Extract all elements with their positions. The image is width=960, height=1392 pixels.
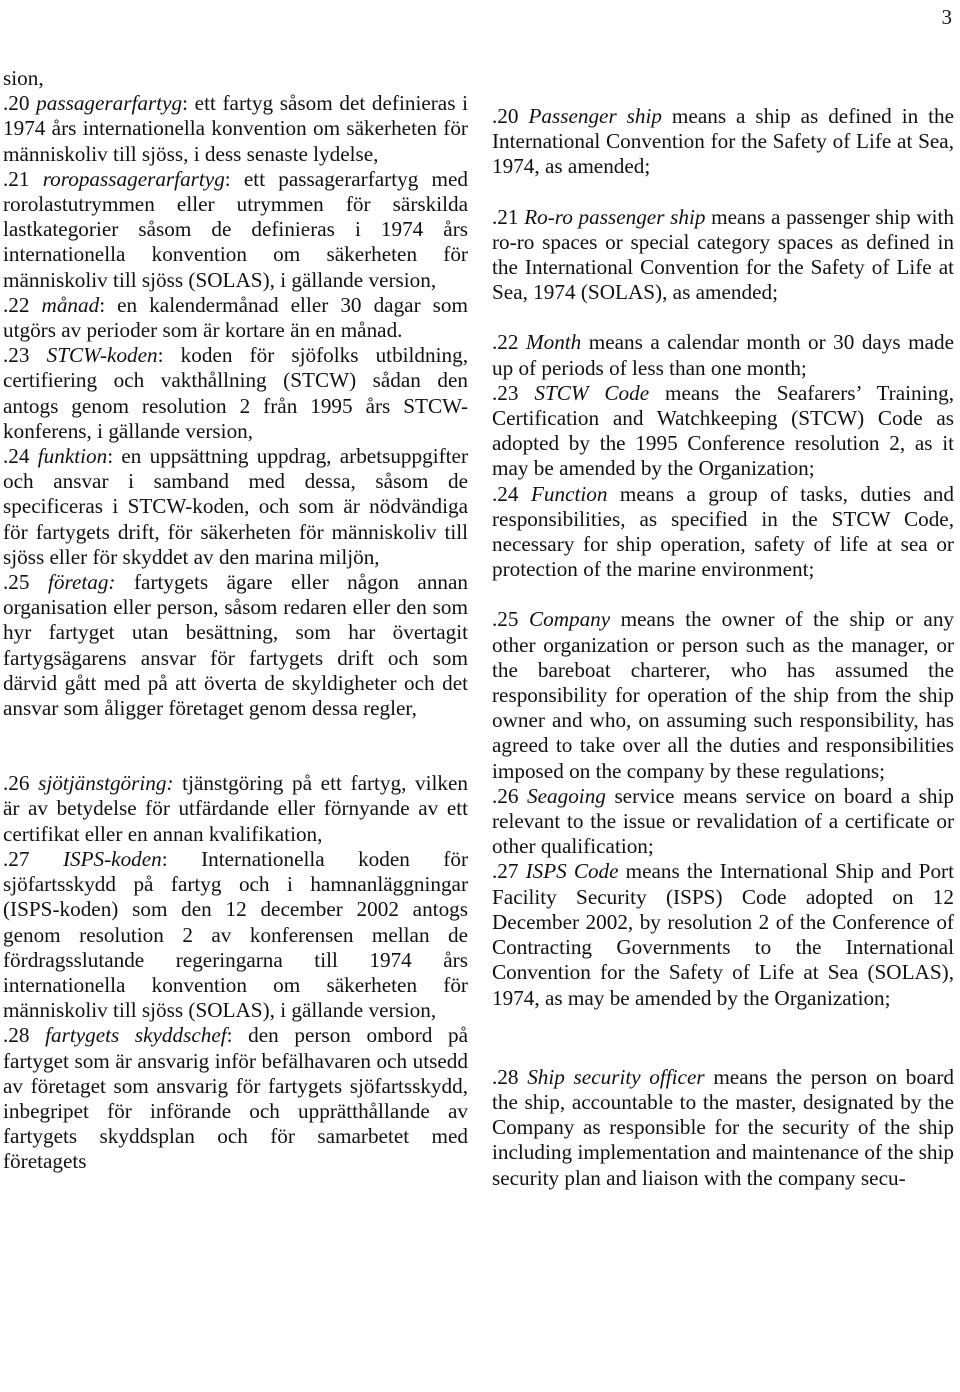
definition-number: .20: [492, 104, 519, 128]
en-definition-24: [492, 482, 954, 583]
definition-text: service means service on board a ship relevant to the issue or revalidation of a certificate or other qualification;: [492, 783, 954, 859]
sv-definition-27: [3, 847, 468, 1023]
definition-term: roropassagerarfartyg: [42, 166, 225, 191]
definition-number: .22: [3, 292, 30, 317]
definition-number: .24: [492, 481, 519, 506]
definition-term: STCW-koden: [46, 343, 158, 368]
definition-text: : Internationella koden för sjöfartsskydd på fartyg och i hamnanläggningar (ISPS-koden) som den 12 december 2002 antogs genom resolution 2 av konferensen mellan de fördragsslutande regeringarna till 1974 års internationella konvention om säkerheten för människoliv till sjöss (SOLAS), i gällande version,: [3, 846, 469, 1023]
en-definition-21: [492, 205, 954, 306]
en-definition-25: [492, 607, 954, 783]
paragraph-spacer: [492, 305, 954, 330]
definition-text: means a calendar month or 30 days made up of periods of less than one month;: [492, 330, 954, 380]
en-definition-26: [492, 784, 954, 860]
en-definition-20: [492, 104, 954, 180]
definition-number: .25: [3, 570, 30, 595]
definition-term: Company: [528, 607, 611, 632]
definition-number: .28: [3, 1023, 30, 1048]
definition-text: means the owner of the ship or any other organization or person such as the manager, or the bareboat charterer, who has assumed the responsibility for operation of the ship from the ship owner and who, on assuming such responsibility, has agreed to take over all the duties and responsibilities imposed on the company by these regulations;: [492, 607, 955, 783]
definition-text: : en uppsättning uppdrag, arbetsuppgifter och ansvar i samband med dessa, såsom de specificeras i STCW-koden, och som är nödvändiga för fartygets drift, för säkerheten för människoliv till sjöss eller för skyddet av den marina miljön,: [3, 444, 468, 569]
definition-number: .23: [492, 380, 519, 405]
definition-text: : en kalendermånad eller 30 dagar som utgörs av perioder som är kortare än en månad.: [3, 292, 468, 343]
definition-term: företag:: [48, 570, 116, 595]
definition-text: fartygets ägare eller någon annan organisation eller person, såsom redaren eller den som hyr fartyget utan besättning, som har övertagit fartygsägarens ansvar för fartygets drift och som därvid gått med på att överta de skyldigheter och det ansvar som åligger företaget genom dessa regler,: [3, 570, 469, 721]
definition-number: .22: [492, 330, 519, 355]
definition-text: : ett fartyg såsom det definieras i 1974 års internationella konvention om säkerheten för människoliv till sjöss, i dess senaste lydelse,: [3, 91, 468, 166]
definition-text: : koden för sjöfolks utbildning, certifiering och vakthållning (STCW) sådan den antogs genom resolution 2 från 1995 års STCW-konferens, i gällande version,: [3, 343, 468, 443]
definition-number: .21: [492, 204, 519, 229]
en-definition-23: [492, 381, 954, 482]
definition-text: means a ship as defined in the International Convention for the Safety of Life at Sea, 1974, as amended;: [492, 104, 955, 179]
sv-definition-22: [3, 293, 468, 343]
definition-number: .26: [3, 771, 30, 796]
definition-term: STCW Code: [534, 380, 650, 405]
definition-text: means a group of tasks, duties and responsibilities, as specified in the STCW Code, necessary for ship operation, safety of life at sea or protection of the marine environment;: [492, 481, 954, 582]
definition-term: ISPS-koden: [62, 846, 162, 871]
definition-number: .24: [3, 444, 30, 469]
paragraph-spacer: [3, 721, 468, 771]
sv-definition-28: [3, 1023, 468, 1174]
definition-text: means the person on board the ship, accountable to the master, designated by the Company as responsible for the security of the ship including implementation and maintenance of the ship security plan and liaison with the company secu-: [492, 1064, 955, 1190]
definition-number: .20: [3, 91, 30, 116]
definition-number: .27: [492, 859, 519, 884]
definition-term: ISPS Code: [525, 859, 619, 884]
definition-number: .26: [492, 783, 519, 808]
paragraph-spacer: [492, 582, 954, 607]
sv-definition-25: [3, 570, 468, 721]
sv-definition-20: [3, 91, 468, 167]
swedish-lead-in: sion,: [3, 66, 44, 90]
definition-term: Seagoing: [527, 783, 606, 808]
definition-number: .23: [3, 343, 30, 368]
definition-term: Function: [530, 481, 608, 506]
paragraph-spacer: [492, 1011, 954, 1065]
page-number: 3: [941, 5, 952, 29]
sv-definition-21: [3, 167, 468, 293]
definition-term: sjötjänstgöring:: [38, 771, 174, 796]
definition-term: passagerarfartyg: [36, 91, 183, 116]
definition-text: means a passenger ship with ro-ro spaces or special category spaces as defined in the International Convention for the Safety of Life at Sea, 1974 (SOLAS), as amended;: [492, 204, 955, 305]
en-definition-27: [492, 859, 954, 1010]
definition-text: tjänstgöring på ett fartyg, vilken är av betydelse för utfärdande eller förnyande av ett certifikat eller en annan kvalifikation,: [3, 771, 468, 846]
definition-number: .25: [492, 607, 519, 632]
definition-term: Month: [525, 330, 582, 355]
swedish-column: [3, 66, 468, 1175]
en-definition-22: [492, 330, 954, 380]
definition-text: means the International Ship and Port Facility Security (ISPS) Code adopted on 12 December 2002, by resolution 2 of the Conference of Contracting Governments to the International Convention for the Safety of Life at Sea (SOLAS), 1974, as may be amended by the Organization;: [492, 859, 954, 1010]
definition-text: : ett passagerarfartyg med rorolastutrymmen eller utrymmen för särskilda lastkategorier såsom de definieras i 1974 års internationella konvention om säkerheten för människoliv till sjöss (SOLAS), i gällande version,: [3, 166, 469, 292]
definition-text: : den person ombord på fartyget som är ansvarig inför befälhavaren och utsedd av företaget som ansvarig för fartygets sjöfartsskydd, inbegripet för införande och upprätthållande av fartygets skyddsplan och för samarbetet med företagets: [3, 1023, 469, 1174]
english-column: [492, 104, 954, 1191]
definition-number: .28: [492, 1064, 519, 1089]
sv-definition-24: [3, 444, 468, 570]
paragraph-spacer: [492, 180, 954, 205]
definition-term: Ship security officer: [527, 1064, 705, 1089]
definition-term: månad: [41, 292, 100, 317]
sv-definition-26: [3, 771, 468, 847]
definition-number: .27: [3, 846, 30, 871]
definition-number: .21: [3, 166, 30, 191]
definition-term: funktion: [37, 444, 108, 469]
en-definition-28: [492, 1065, 954, 1191]
sv-definition-23: [3, 343, 468, 444]
definition-text: means the Seafarers’ Training, Certification and Watchkeeping (STCW) Code as adopted by the 1995 Conference resolution 2, as it may be amended by the Organization;: [492, 380, 954, 481]
definition-term: Ro-ro passenger ship: [524, 204, 706, 229]
definition-term: fartygets skyddschef: [45, 1023, 227, 1048]
definition-term: Passenger ship: [528, 104, 662, 128]
